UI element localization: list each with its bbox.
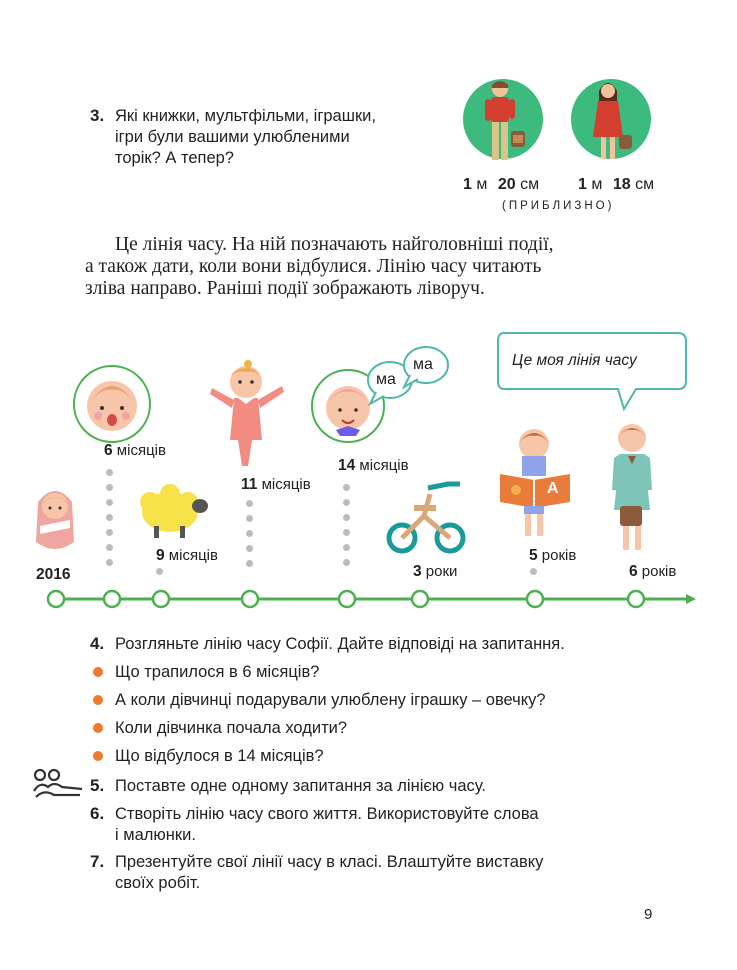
girl-height-m: 1	[578, 176, 587, 193]
height-note: (ПРИБЛИЗНО)	[502, 200, 615, 212]
task-6-number: 6.	[90, 804, 105, 823]
girl-6-years-icon	[604, 420, 660, 565]
timeline-node-6m	[104, 591, 120, 607]
task-7-line: своїх робіт.	[115, 874, 201, 892]
task-3-number: 3.	[90, 106, 105, 125]
task-6-line: Створіть лінію часу свого життя. Використовуйте слова	[115, 805, 539, 823]
bullet-icon	[93, 667, 103, 677]
task-4-question: Що відбулося в 14 місяців?	[115, 747, 324, 765]
task-7-number: 7.	[90, 852, 105, 871]
girl-height-cm: 18	[612, 176, 631, 193]
dots-5-years	[530, 568, 538, 583]
label-6-years: 6 років	[629, 563, 677, 580]
task-4-question: Що трапилося в 6 місяців?	[115, 663, 320, 681]
speech-bubble-text: Це моя лінія часу	[512, 352, 637, 369]
task-7-line: Презентуйте свої лінії часу в класі. Влаштуйте виставку	[115, 853, 544, 871]
label-11-months: 11 місяців	[241, 476, 311, 493]
task-3-line: Які книжки, мультфільми, іграшки,	[115, 107, 376, 125]
task-7-text	[115, 852, 543, 894]
boy-height	[463, 176, 539, 194]
timeline-node-11m	[242, 591, 258, 607]
task-3-line: торік? А тепер?	[115, 149, 234, 167]
label-14-months: 14 місяців	[338, 457, 409, 474]
timeline-node-14m	[339, 591, 355, 607]
ma-bubble-1-text: ма	[376, 371, 396, 388]
timeline-node-6y	[628, 591, 644, 607]
label-5-years: 5 років	[529, 547, 577, 564]
toddler-11-months-icon	[208, 360, 288, 475]
bullet-icon	[93, 695, 103, 705]
bullet-icon	[93, 751, 103, 761]
sheep-toy-icon	[140, 484, 210, 545]
label-6-months: 6 місяців	[104, 442, 166, 459]
label-9-months: 9 місяців	[156, 547, 218, 564]
dots-11-months	[246, 500, 254, 575]
page-number: 9	[644, 906, 653, 923]
book-letter: А	[547, 480, 559, 497]
dots-14-months	[343, 484, 351, 574]
intro-line: а також дати, коли вони відбулися. Лінію часу читають	[85, 256, 542, 277]
intro-line: зліва направо. Раніші події зображають ліворуч.	[85, 278, 485, 299]
timeline-node-5y	[527, 591, 543, 607]
timeline-axis	[40, 588, 700, 615]
ma-bubble-2-text: ма	[413, 356, 433, 373]
boy-height-m: 1	[463, 176, 472, 193]
task-4-question: А коли дівчинці подарували улюблену іграшку – овечку?	[115, 691, 546, 709]
dots-6-months	[106, 469, 114, 574]
girl-height	[578, 176, 654, 194]
task-3-line: ігри були вашими улюбленими	[115, 128, 350, 146]
timeline-node-9m	[153, 591, 169, 607]
task-4-text: Розгляньте лінію часу Софії. Дайте відповіді на запитання.	[115, 635, 565, 653]
newborn-icon	[28, 482, 82, 559]
speech-bubble	[496, 331, 688, 416]
task-5-text: Поставте одне одному запитання за лінією часу.	[115, 777, 486, 795]
girl-illustration	[571, 79, 651, 174]
task-4-number: 4.	[90, 634, 105, 653]
pair-work-icon	[32, 767, 84, 806]
timeline-node-2016	[48, 591, 64, 607]
boy-illustration	[463, 79, 543, 174]
label-3-years: 3 роки	[413, 563, 458, 580]
bullet-icon	[93, 723, 103, 733]
girl-with-book-icon	[498, 426, 572, 547]
girl-height-cm-unit: см	[635, 176, 655, 193]
baby-6-months-icon	[72, 364, 152, 449]
dots-9-months	[156, 568, 164, 583]
task-3-text	[115, 106, 376, 169]
label-2016: 2016	[36, 566, 71, 583]
girl-height-m-unit: м	[591, 176, 603, 193]
tricycle-icon	[384, 480, 470, 563]
task-6-line: і малюнки.	[115, 826, 196, 844]
intro-paragraph	[85, 234, 554, 300]
intro-line: Це лінія часу. На ній позначають найголовніші події,	[115, 234, 554, 255]
timeline-node-3y	[412, 591, 428, 607]
task-4-question: Коли дівчинка почала ходити?	[115, 719, 348, 737]
task-5-number: 5.	[90, 776, 105, 795]
task-6-text	[115, 804, 539, 846]
boy-height-cm: 20	[497, 176, 516, 193]
boy-height-m-unit: м	[476, 176, 488, 193]
boy-height-cm-unit: см	[520, 176, 540, 193]
